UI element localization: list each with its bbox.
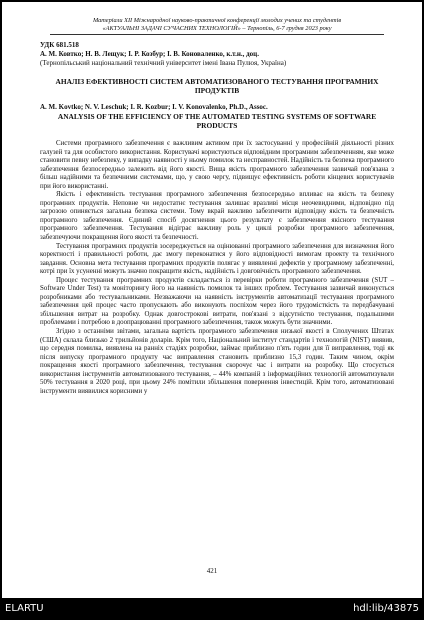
udk-code: УДК 681.518	[40, 41, 79, 49]
affiliation: (Тернопільський національний технічний університет імені Івана Пулюя, Україна)	[40, 59, 287, 67]
page-number: 421	[206, 567, 218, 575]
header-line-2: «АКТУАЛЬНІ ЗАДАЧІ СУЧАСНИХ ТЕХНОЛОГІЙ» – Тернопіль, 6-7 грудня 2023 року	[102, 25, 332, 32]
running-header	[40, 17, 394, 35]
paragraph: Якість і ефективність тестування програмного забезпечення безпосередньо впливає на якість та безпеку програмних продуктів. Неповне чи недостатнє тестування залишає вразливі місця неочевидними, відповідно під загрозою опиняється загальна безпека системи. Тому вкрай важливо забезпечити відповідну якість та безпечність програмного забезпечення. Єдиний спосіб досягнення цього результату є забезпечення якісного тестування програмного забезпечення. Тестування відіграє важливу роль у циклі розробки програмного забезпечення, забезпечуючи покращення його якості та безпечності.	[40, 191, 394, 242]
paper-page	[2, 2, 422, 598]
header-line-1: Матеріали XII Міжнародної науково-практичної конференції молодих учених та студентів	[92, 17, 342, 24]
title-en: ANALYSIS OF THE EFFICIENCY OF THE AUTOMATED TESTING SYSTEMS OF SOFTWARE PRODUCTS	[57, 112, 377, 130]
body-text	[40, 140, 394, 396]
paragraph: Системи програмного забезпечення є важливим активом при їх застосуванні у професійній діяльності різних галузей та для особистого використання. Користувачі користуються відповідним програмним забезпеченням, яке може становити певну небезпеку, у випадку наявності у ньому помилок та несправностей. Надійність та безпека програмного забезпечення безпосередньо залежить від його якості. Вища якість програмного забезпечення зазвичай пов'язана з більш надійними та безпечними системами, що, у свою чергу, підвищує ефективність роботи кінцевих користувачів при його використанні.	[40, 140, 394, 190]
authors-ua: А. М. Ковтко; Н. В. Лещук; І. Р. Козбур; І. В. Коноваленко, к.т.н., доц.	[40, 50, 259, 58]
paragraph: Тестування програмних продуктів зосереджується на оцінюванні програмного забезпечення для визначення його коректності і правильності роботи, дає змогу переконатися у його відповідності вимогам проекту та технічного завдання. Основна мета тестування програмних продуктів полягає у виявленні дефектів у програмному забезпеченні, котрі при їх усуненні можуть значно покращити якість, надійність і довговічність програмного забезпечення.	[40, 242, 394, 276]
paragraph: Згідно з останніми звітами, загальна вартість програмного забезпечення низької якості в Сполучених Штатах (США) склала близько 2 трильйонів доларів. Крім того, Національний інститут стандартів і технологій (NIST) виявив, що середня помилка, виявлена на ранніх стадіях розробки, займає приблизно п'ять годин для її виправлення, тоді як після випуску програмного продукту час виправлення становить приблизно 15,3 годин. Таким чином, окрім покращення якості програмного забезпечення, тестування скорочує час і витрати на розробку. Що стосується використання інструментів автоматизованого тестування, – 44% компаній з інформаційних технологій автоматизували 50% тестування в 2020 році, при цьому 24% помітили збільшення повернення інвестицій. Крім того, автоматизовані інструменти виявилися корисними у	[40, 328, 394, 395]
paragraph: Процес тестування програмних продуктів складається із перевірки роботи програмного забезпечення (SUT – Software Under Test) та моніторингу його на наявність помилок та інших проблем. Тестування зазвичай виконується розробниками або тестувальниками. Незважаючи на наявність інструментів автоматизації тестування програмного забезпечення цей процес часто пропускають або виконують поспіхом через його трудомісткість та передбачувані збільшення витрат на розробку. Однак довгострокові витрати, пов'язані з відсутністю тестування, подальшими проблемами і потребою в доопрацюванні програмного забезпечення, також можуть бути значними.	[40, 276, 394, 327]
title-ua: АНАЛІЗ ЕФЕКТИВНОСТІ СИСТЕМ АВТОМАТИЗОВАНОГО ТЕСТУВАННЯ ПРОГРАМНИХ ПРОДУКТІВ	[55, 77, 379, 95]
footer-handle: hdl:lib/43875	[353, 603, 419, 614]
authors-en: A. M. Kovtko; N. V. Leschuk; I. R. Kozbur; I. V. Konovalenko, Ph.D., Assoc.	[40, 103, 268, 111]
header-rule	[50, 34, 384, 35]
footer-repository-name: ELARTU	[5, 603, 44, 614]
